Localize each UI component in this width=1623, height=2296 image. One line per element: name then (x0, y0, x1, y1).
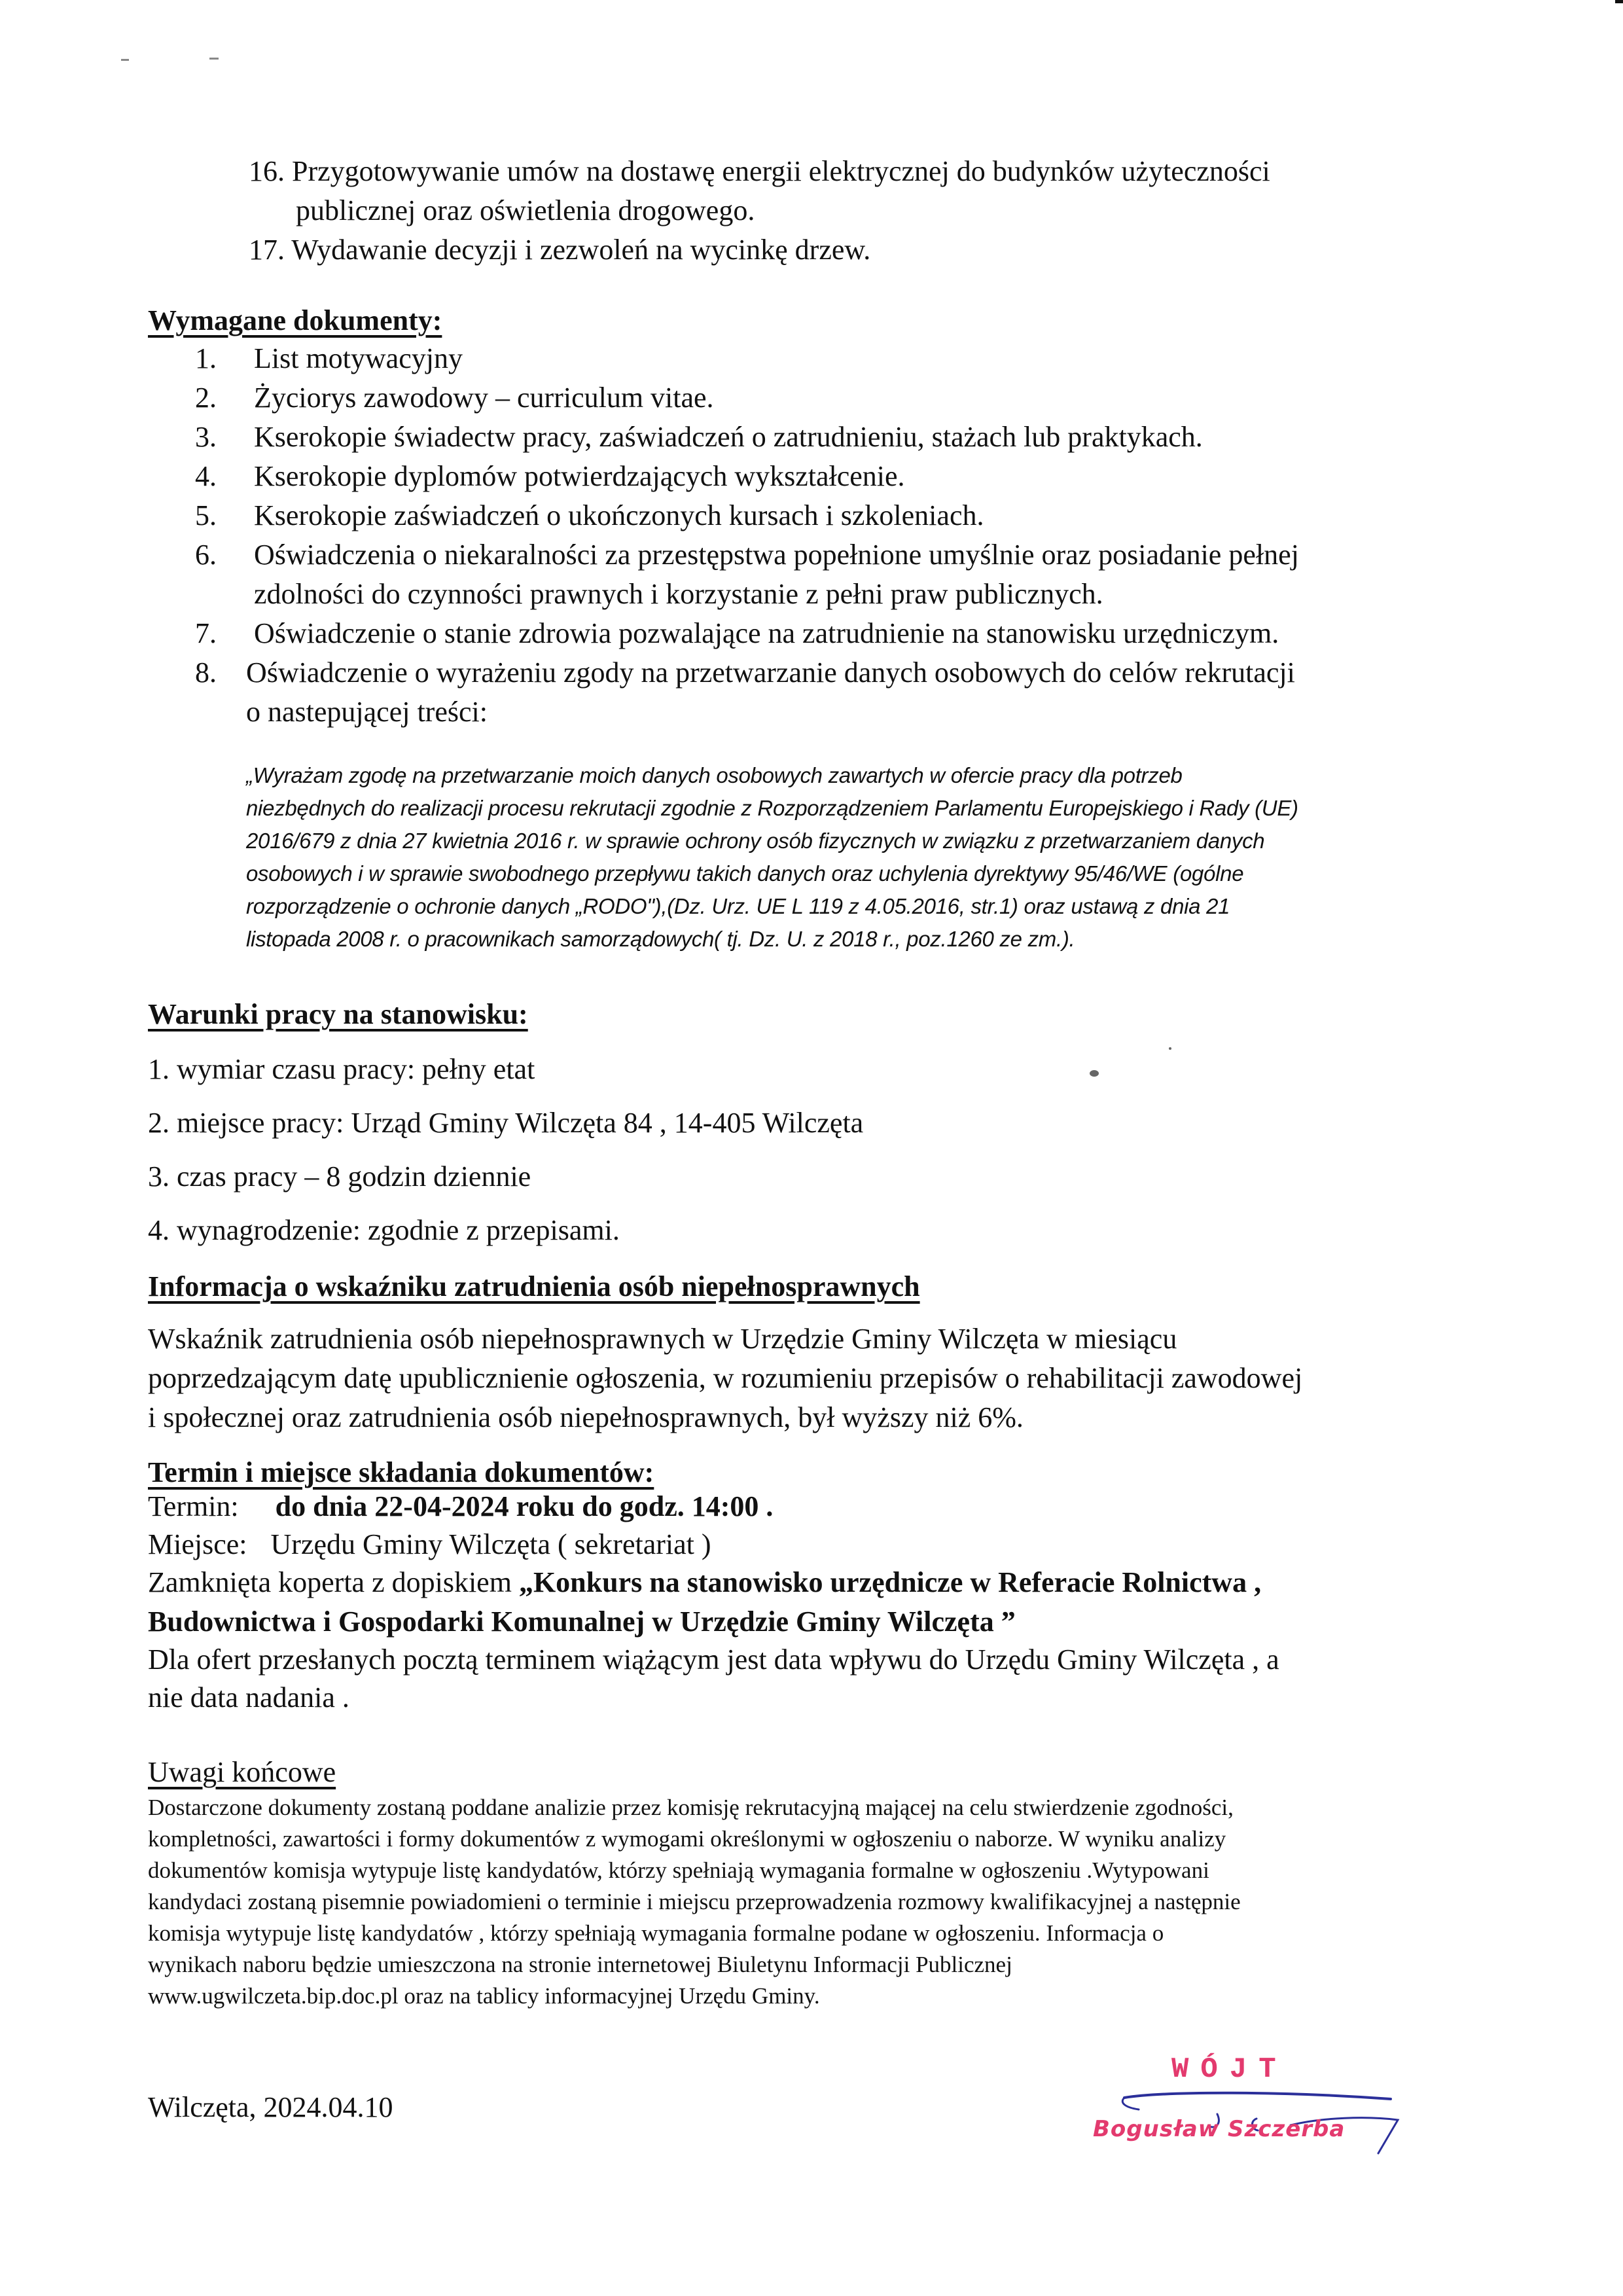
consent-quote-line: osobowych i w sprawie swobodnego przepływu takich danych oraz uchylenia dyrektywy 95/46/WE (ogólne (246, 861, 1244, 886)
section-heading-submission: Termin i miejsce składania dokumentów: (148, 1456, 654, 1488)
submission-envelope-continuation: Budownictwa i Gospodarki Komunalnej w Urzędzie Gminy Wilczęta ” (148, 1605, 1016, 1638)
required-doc-item (195, 462, 905, 491)
list-number: 7. (195, 617, 217, 649)
section-heading-working-conditions: Warunki pracy na stanowisku: (148, 998, 528, 1030)
list-text: List motywacyjny (254, 342, 463, 374)
final-remarks-line: kompletności, zawartości i formy dokumentów z wymogami określonymi w ogłoszeniu o naborze. W wyniku analizy (148, 1826, 1226, 1852)
required-doc-item (195, 501, 984, 530)
list-number: 5. (195, 499, 217, 531)
scan-mark (121, 59, 129, 61)
deadline-value: do dnia 22-04-2024 roku do godz. 14:00 . (275, 1490, 774, 1522)
disability-info-line: poprzedzającym datę upublicznienie ogłoszenia, w rozumieniu przepisów o rehabilitacji zawodowej (148, 1362, 1303, 1394)
list-number: 16. (249, 155, 285, 187)
list-number: 17. (249, 234, 285, 266)
section-heading-final-remarks: Uwagi końcowe (148, 1756, 336, 1788)
list-text: Przygotowywanie umów na dostawę energii elektrycznej do budynków użyteczności (292, 155, 1270, 187)
final-remarks-line: Dostarczone dokumenty zostaną poddane analizie przez komisję rekrutacyjną mającej na celu stwierdzenie zgodności, (148, 1795, 1234, 1820)
disability-info-line: Wskaźnik zatrudnienia osób niepełnosprawnych w Urzędzie Gminy Wilczęta w miesiącu (148, 1323, 1177, 1355)
place-date: Wilczęta, 2024.04.10 (148, 2091, 393, 2123)
scan-mark (209, 58, 219, 60)
required-doc-item (195, 384, 714, 412)
final-remarks-line: www.ugwilczeta.bip.doc.pl oraz na tablicy informacyjnej Urzędu Gminy. (148, 1983, 820, 2009)
envelope-prefix: Zamknięta koperta z dopiskiem (148, 1566, 519, 1598)
scan-speck (1090, 1070, 1099, 1077)
submission-place (148, 1530, 711, 1559)
working-condition-item: 4. wynagrodzenie: zgodnie z przepisami. (148, 1214, 620, 1246)
required-doc-item (195, 658, 1295, 687)
final-remarks-line: wynikach naboru będzie umieszczona na stronie internetowej Biuletynu Informacji Publicznej (148, 1952, 1012, 1977)
section-heading-disability-info: Informacja o wskaźniku zatrudnienia osób niepełnosprawnych (148, 1270, 920, 1302)
list-text: Oświadczenie o wyrażeniu zgody na przetwarzanie danych osobowych do celów rekrutacji (246, 656, 1295, 689)
consent-quote-line: niezbędnych do realizacji procesu rekrutacji zgodnie z Rozporządzeniem Parlamentu Europejskiego i Rady (UE) (246, 796, 1298, 820)
final-remarks-line: kandydaci zostaną pisemnie powiadomieni o terminie i miejscu przeprowadzenia rozmowy kwalifikacyjnej a następnie (148, 1889, 1241, 1914)
deadline-label: Termin: (148, 1490, 239, 1522)
section-heading-required-documents: Wymagane dokumenty: (148, 304, 442, 336)
list-text: Wydawanie decyzji i zezwoleń na wycinkę drzew. (291, 234, 871, 266)
list-text: Życiorys zawodowy – curriculum vitae. (254, 382, 714, 414)
place-label: Miejsce: (148, 1528, 247, 1560)
list-text: Kserokopie świadectw pracy, zaświadczeń o zatrudnieniu, stażach lub praktykach. (254, 421, 1203, 453)
list-text: Kserokopie dyplomów potwierdzających wykształcenie. (254, 460, 905, 492)
postal-note-line: Dla ofert przesłanych pocztą terminem wiążącym jest data wpływu do Urzędu Gminy Wilczęta , a (148, 1643, 1279, 1676)
required-doc-item (195, 423, 1203, 452)
consent-quote-line: 2016/679 z dnia 27 kwietnia 2016 r. w sprawie ochrony osób fizycznych w związku z przetwarzaniem danych (246, 829, 1265, 853)
consent-quote-line: rozporządzenie o ochronie danych „RODO"),(Dz. Urz. UE L 119 z 4.05.2016, str.1) oraz ustawą z dnia 21 (246, 894, 1230, 918)
required-doc-item (195, 344, 463, 373)
required-doc-item-continuation: zdolności do czynności prawnych i korzystanie z pełni praw publicznych. (254, 578, 1103, 610)
required-doc-item-continuation: o nastepującej treści: (246, 696, 488, 728)
list-text: Kserokopie zaświadczeń o ukończonych kursach i szkoleniach. (254, 499, 984, 531)
consent-quote-line: „Wyrażam zgodę na przetwarzanie moich danych osobowych zawartych w ofercie pracy dla potrzeb (246, 763, 1183, 787)
list-number: 1. (195, 342, 217, 374)
working-condition-item: 3. czas pracy – 8 godzin dziennie (148, 1160, 531, 1193)
official-stamp (1086, 2045, 1453, 2157)
list-text: Oświadczenie o stanie zdrowia pozwalające na zatrudnienie na stanowisku urzędniczym. (254, 617, 1279, 649)
place-value: Urzędu Gminy Wilczęta ( sekretariat ) (270, 1528, 711, 1560)
envelope-title: „Konkurs na stanowisko urzędnicze w Referacie Rolnictwa , (518, 1566, 1262, 1598)
required-doc-item (195, 541, 1299, 569)
list-number: 4. (195, 460, 217, 492)
stamp-name: Bogusław Szczerba (1093, 2116, 1346, 2142)
postal-note-line: nie data nadania . (148, 1681, 349, 1713)
final-remarks-line: dokumentów komisja wytypuje listę kandydatów, którzy spełniają wymagania formalne w ogłoszeniu .Wytypowani (148, 1857, 1209, 1883)
working-condition-item: 1. wymiar czasu pracy: pełny etat (148, 1053, 535, 1085)
scan-speck (1169, 1047, 1171, 1050)
duty-item-17 (249, 236, 870, 264)
working-condition-item: 2. miejsce pracy: Urząd Gminy Wilczęta 84 , 14-405 Wilczęta (148, 1107, 864, 1139)
stamp-title: WÓJT (1171, 2053, 1288, 2086)
submission-envelope (148, 1568, 1261, 1597)
list-number: 6. (195, 539, 217, 571)
consent-quote-line: listopada 2008 r. o pracownikach samorządowych( tj. Dz. U. z 2018 r., poz.1260 ze zm.). (246, 927, 1075, 951)
required-doc-item (195, 619, 1279, 648)
final-remarks-line: komisja wytypuje listę kandydatów , którzy spełniają wymagania formalne podane w ogłoszeniu. Informacja o (148, 1920, 1164, 1946)
list-text: Oświadczenia o niekaralności za przestępstwa popełnione umyślnie oraz posiadanie pełnej (254, 539, 1299, 571)
disability-info-line: i społecznej oraz zatrudnienia osób niepełnosprawnych, był wyższy niż 6%. (148, 1401, 1024, 1433)
list-number: 2. (195, 382, 217, 414)
scan-mark (1615, 0, 1623, 3)
submission-deadline (148, 1492, 773, 1521)
duty-item-16 (249, 157, 1270, 186)
list-number: 8. (195, 656, 217, 689)
list-number: 3. (195, 421, 217, 453)
duty-item-16-continuation: publicznej oraz oświetlenia drogowego. (296, 194, 755, 226)
